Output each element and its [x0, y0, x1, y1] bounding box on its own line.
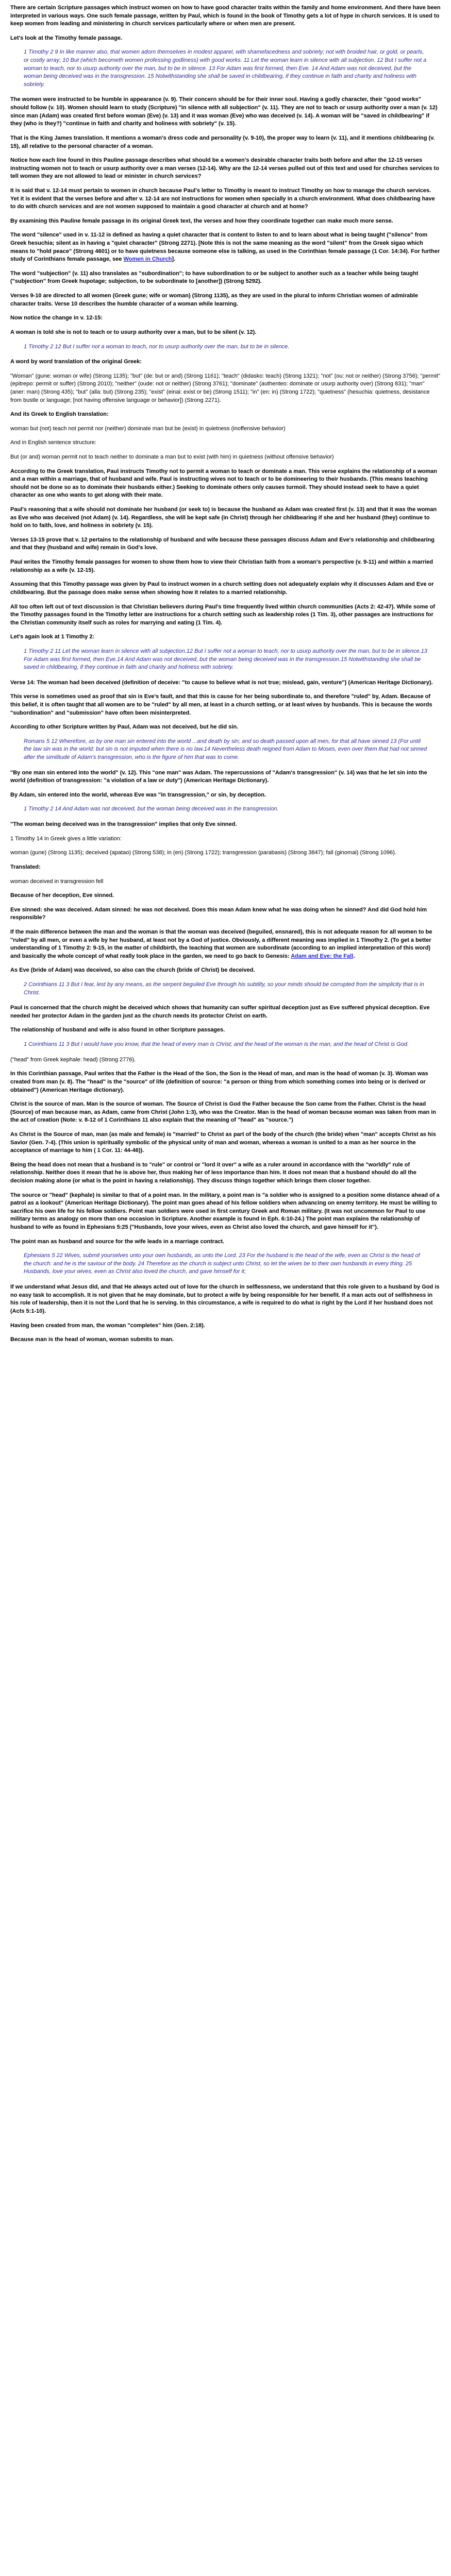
article-paragraph: And its Greek to English translation:: [10, 411, 109, 418]
article-paragraph: As Christ is the Source of man, man (as male and female) is "married" to Christ as part of the body of the church (the bride) when "man" accepts Christ as his Savior (Gen. 7-4). (This union is spiritually symbolic of the physical unity of man and woman, whereas a woman is united to a man as her source in the acceptance of marriage to him ( 1 Cor. 11: 44-46)).: [10, 1131, 436, 1154]
article-paragraph: Translated:: [10, 863, 41, 870]
scripture-reference: 1 Timothy 2: [24, 648, 54, 654]
article-link[interactable]: Women in Church: [123, 256, 172, 263]
scripture-quote: [24, 981, 427, 997]
article-paragraph: The word "subjection" (v. 11) also translates as "subordination"; to have subordination to or be subject to another such as a teacher while being taught ("subjection" from Greek hupotage; subjection, to be subordinate to [another]) (Strong 5292).: [10, 270, 419, 285]
article-paragraph: According to the Greek translation, Paul instructs Timothy not to permit a woman to teach or dominate a man. This verse explains the relationship of a woman and a man within a marriage, that of husband and wife. Paul is instructing wives not to teach or to be domineering to their husbands. (This means teaching should not be done so as to dominate their husbands either.) Seeking to dominate others only causes turmoil. They should instead seek to have a quiet character as one who wants to get along with their mate.: [10, 468, 438, 499]
scripture-quote: [24, 1041, 427, 1049]
article-paragraph: Verses 9-10 are directed to all women (Greek gune; wife or woman) (Strong 1135), as they are used in the plural to inform Christian women of admirable character traits. Verse 10 describes the humble character of a woman while learning.: [10, 293, 418, 307]
article-paragraph: Let's again look at 1 Timothy 2:: [10, 634, 95, 640]
article-paragraph: If we understand what Jesus did, and that He always acted out of love for the church in selflessness, we understand that this role given to a husband by God is no easy task to accomplish. It is not given that he may dominate, but to protect a wife by being responsible for her benefit. If a man acts out of selfishness in his role of leadership, then it is not the Lord that he is serving. In this circumstance, a wife is required to do what is right by the Lord if her husband does not (Acts 5:1-10).: [10, 1284, 440, 1314]
article-paragraph: 1 Timothy 14 in Greek gives a little variation:: [10, 835, 122, 842]
article-paragraph: Verses 13-15 prove that v. 12 pertains to the relationship of husband and wife because these passages discuss Adam and Eve's relationship and childbearing and that they (husband and wife) remain in God's love.: [10, 536, 435, 551]
article-paragraph: Assuming that this Timothy passage was given by Paul to instruct women in a church setting does not adequately explain why it discusses Adam and Eve or childbearing. But the passage does make sense when showing how it relates to a married relationship.: [10, 581, 434, 596]
scripture-text: 14 And Adam was not deceived, but the woman being deceived was in the transgression.: [53, 806, 279, 812]
article-paragraph: Having been created from man, the woman "completes" him (Gen. 2:18).: [10, 1322, 205, 1329]
scripture-text: 22 Wives, submit yourselves unto your own husbands, as unto the Lord. 23 For the husband is the head of the wife, even as Christ is the head of the church: and he is the saviour of the body. 24 Therefore as the church is subject unto Christ, so let the wives be to their own husbands in every thing. 25 Husbands, love your wives, even as Christ also loved the church, and gave himself for it;: [24, 1252, 420, 1275]
article-paragraph: The women were instructed to be humble in appearance (v. 9). Their concern should be for their inner soul. Having a godly character, their "good works" should follow (v. 10). Women should learn to study (Scripture) "in silence with all subjection" (v. 11). They are not to teach or usurp authority over a man (v. 12) since man (Adam) was created first before woman (Eve) (v. 13) and it was woman (Eve) who was deceived (v. 14). A woman will be "saved in childbearing" if they (who is they?) "continue in faith and charity and holiness with sobriety" (v. 15).: [10, 96, 438, 127]
article-paragraph: As Eve (bride of Adam) was deceived, so also can the church (bride of Christ) be deceived.: [10, 967, 255, 974]
article-paragraph: By examining this Pauline female passage in its original Greek text, the verses and how they coordinate together can make much more sense.: [10, 217, 393, 224]
article-paragraph: Christ is the source of man. Man is the source of woman. The Source of Christ is God the Father because the Son came from the Father. Christ is the head (Source) of man because man, as Adam, came from Christ (John 1:3), who was the Creator. Man is the head of woman because woman was taken from man in the act of creation (Note: v. 8-12 of 1 Corinthians 11 also explain that the meaning of "head" as "source."): [10, 1101, 437, 1124]
article-paragraph: Verse 14: The woman had been deceived (definition of deceive: "to cause to believe what is not true; mislead, gain, venture") (American Heritage Dictionary).: [10, 679, 433, 686]
article-paragraph: In this Corinthian passage, Paul writes that the Father is the Head of the Son, the Son is the Head of man, and man is the head of woman (v. 3). Woman was created from man (v. 8). The "head" is the "source" of life (definition of source: "a person or thing from which something comes into being or is derived or obtained") (American Heritage dictionary).: [10, 1071, 428, 1093]
article-paragraph: woman but (not) teach not permit nor (neither) dominate man but be (exist) in quietness (inoffensive behavior): [10, 425, 286, 432]
article-paragraph: A woman is told she is not to teach or to usurp authority over a man, but to be silent (v. 12).: [10, 329, 257, 335]
article-paragraph: But (or and) woman permit not to teach neither to dominate a man but to exist (with him) in quietness (without offensive behavior): [10, 453, 334, 460]
article-paragraph: It is said that v. 12-14 must pertain to women in church because Paul's letter to Timothy is meant to instruct Timothy on how to manage the church services. Yet it is evident that the verses before and after v. 12-14 are not instructions for women when specially in a church environment. What does childbearing have to do with church services and are not women supposed to maintain a good character at church and at home?: [10, 187, 435, 210]
article-paragraph: ("head" from Greek kephale: head) (Strong 2776).: [10, 1056, 136, 1063]
article-paragraph: A word by word translation of the original Greek:: [10, 359, 142, 365]
article-paragraph: Paul writes the Timothy female passages for women to show them how to view their Christian faith from a woman's perspective (v. 9-11) and within a married relationship as a wife (v. 12-15).: [10, 559, 433, 573]
article-paragraph: Being the head does not mean that a husband is to "rule" or control or "lord it over" a wife as a ruler around in accordance with the "worldly" rule of relationship. Neither does it mean that he is above her, thus making her of less importance than him. It does not mean that a husband should do all the decision making alone (or what is the point in having a relationship). They discuss things together which brings them closer together.: [10, 1161, 416, 1184]
scripture-reference: 1 Timothy 2: [24, 806, 54, 812]
article-paragraph: If the main difference between the man and the woman is that the woman was deceived (beguiled, ensnared), this is not adequate reason for all women to be "ruled" by all men, or even a wife by her husband, at least not by a God of justice. Obviously, a different meaning was implied in 1 Timothy 2. (To get a better understanding of 1 Timothy 2: 9-15, in the matter of childbirth, the teaching that women are subordinate (according to an implied interpretation of this word) and basically the whole concept of what really took place in the garden, we need to go back to Genesis: Adam and Eve: the Fall.: [10, 928, 432, 959]
scripture-text: 11 Let the woman learn in silence with all subjection.12 But I suffer not a woman to teach, nor to usurp authority over the man, but to be in silence.13 For Adam was first formed, then Eve.14 And Adam was not deceived, but the woman being deceived was in the transgression.15 Notwithstanding she shall be saved in childbearing, if they continue in faith and charity and holiness with sobriety.: [24, 648, 427, 671]
article-paragraph: And in English sentence structure:: [10, 439, 96, 446]
article-paragraph: That is the King James translation. It mentions a woman's dress code and personality (v. 9-10), the proper way to learn (v. 11), and it mentions childbearing (v. 15), all relative to the personal character of a woman.: [10, 134, 435, 149]
scripture-reference: Romans 5: [24, 738, 50, 744]
article-paragraph: Let's look at the Timothy female passage.: [10, 35, 122, 41]
article-paragraph: By Adam, sin entered into the world, whereas Eve was "in transgression," or sin, by deception.: [10, 791, 266, 798]
article-paragraph: Because of her deception, Eve sinned.: [10, 892, 114, 899]
article-paragraph: Eve sinned: she was deceived. Adam sinned: he was not deceived. Does this mean Adam knew what he was doing when he sinned? And did God hold him responsible?: [10, 906, 427, 921]
article-paragraph: woman deceived in transgression fell: [10, 878, 104, 885]
article-paragraph: woman (gune) (Strong 1135); deceived (apatao) (Strong 538); in (en) (Strong 1722); transgression (parabasis) (Strong 3847); fall (ginomai) (Strong 1096).: [10, 850, 396, 856]
article-paragraph: According to other Scripture written by Paul, Adam was not deceived, but he did sin.: [10, 724, 239, 731]
scripture-reference: Ephesians 5: [24, 1252, 55, 1259]
article-paragraph: Because man is the head of woman, woman submits to man.: [10, 1336, 174, 1343]
scripture-reference: 1 Corinthians 11: [24, 1041, 65, 1048]
scripture-quote: [24, 1252, 427, 1276]
article-paragraph: Paul is concerned that the church might be deceived which shows that humanity can suffer spiritual deception just as Eve suffered physical deception. Eve needed her protector Adam in the garden just as the church needs its protector Christ on earth.: [10, 1005, 430, 1019]
article-paragraph: There are certain Scripture passages which instruct women on how to have good character traits within the family and home environment. And there have been interpreted in various ways. One such female passage, written by Paul, which is found in the book of Timothy gets a lot of hype in church services. It is used to keep women from leading and ministering in church services particularly where or when men are present.: [10, 5, 441, 27]
article-paragraph: "The woman being deceived was in the transgression" implies that only Eve sinned.: [10, 821, 237, 828]
article-paragraph: All too often left out of text discussion is that Christian believers during Paul's time frequently lived within church communities (Acts 2: 42-47). While some of the Timothy passages found in the Timothy letter are instructions for a church setting such as leadership roles (1 Tim. 3), other passages are instructions for the Christian community itself such as roles for marrying and eating (1 Tim. 4).: [10, 603, 436, 626]
scripture-text: 12 But I suffer not a woman to teach, nor to usurp authority over the man, but to be in silence.: [53, 343, 290, 350]
scripture-reference: 1 Timothy 2: [24, 49, 54, 56]
scripture-reference: 1 Timothy 2: [24, 343, 54, 350]
scripture-text: 3 But I would have you know, that the head of every man is Christ; and the head of the woman is the man; and the head of Christ is God.: [64, 1041, 409, 1048]
article-paragraph: The source or "head" (kephale) is similar to that of a point man. In the military, a point man is "a soldier who is assigned to a position some distance ahead of a patrol as a lookout" (American Heritage Dictionary). The point man goes ahead of his fellow soldiers when advancing on enemy territory. He must be willing to sacrifice his own life for his fellow soldiers. Point man soldiers were used in first century Greek and Roman military. (It was not uncommon for Paul to use military terms as analogy on more than one occasion in Scripture. Another example is found in Eph. 6:10-24.) The point man explains the relationship of husband to wife as found in Ephesians 5:25 ("Husbands, love your wives, even as Christ also loved the church, and gave himself for it").: [10, 1192, 440, 1231]
article-paragraph: "Woman" (gune: woman or wife) (Strong 1135); "but" (de: but or and) (Strong 1161); "teach" (didasko: teach) (Strong 1321); "not" (ou: not or neither) (Strong 3756); "permit" (epitrepo: permit or suffer) (Strong 2010); "neither" (oude: not or neither) (Strong 3761); "dominate" (authenteo: dominate or usurp authority over) (Strong 831); "man" (aner: man) (Strong 435); "but" (alla: but) (Strong 235); "exist" (einai: exist or be) (Strong 1511); "in" (en: in) (Strong 1722); "quietness" (hesuchia: quietness, desistance from bustle or language; [not having offensive language or behavior]) (Strong 2271).: [10, 372, 440, 403]
scripture-quote: [24, 805, 427, 814]
article-paragraph: The point man as husband and source for the wife leads in a marriage contract.: [10, 1238, 225, 1245]
scripture-quote: [24, 48, 427, 89]
article-paragraph: This verse is sometimes used as proof that sin is Eve's fault, and that this is cause for her being subordinate to, and therefore "ruled" by, Adam. Because of this belief, it is often taught that all women are to be "ruled" by all men, at least in a church setting, or at least wives by husbands. This is because the words "subordination" and "submission" have often been misinterpreted.: [10, 693, 432, 716]
article-link[interactable]: Adam and Eve: the Fall: [291, 953, 354, 959]
article-paragraph: "By one man sin entered into the world" (v. 12). This "one man" was Adam. The repercussions of "Adam's transgression" (v. 14) was that he let sin into the world (definition of transgression: "a violation of a law or duty") (American Heritage Dictionary).: [10, 769, 427, 784]
article-paragraph: Paul's reasoning that a wife should not dominate her husband (or seek to) is because the husband as Adam was created first (v. 13) and that it was the woman as Eve who was deceived (not Adam) (v. 14). Regardless, she will be kept safe (in Christ) through her childbearing if she and her husband (they) continue to hold on to faith, love, and holiness in sobriety (v. 15).: [10, 506, 437, 529]
article-paragraph: The word "silence" used in v. 11-12 is defined as having a quiet character that is content to listen to and to learn about what is being taught ("silence" from Greek hesuchia; silent as in having a "quiet character" (Strong 2271). [Note this is not the same meaning as the word "silent" from the Greek sigao which means to "hold peace" (Strong 4601) or to have quietness because someone else is talking, as used in the Corinthian female passage (1 Cor. 14:34). For further study of Corinthians female passage, see Women in Church].: [10, 232, 440, 263]
scripture-reference: 2 Corinthians 11: [24, 981, 65, 988]
article-paragraph: Now notice the change in v. 12-15:: [10, 315, 103, 321]
scripture-text: 12 Wherefore, as by one man sin entered into the world ...and death by sin; and so death passed upon all men, for that all have sinned 13 (For until the law sin was in the world: but sin is not imputed when there is no law.14 Nevertheless death reigned from Adam to Moses, even over them that had not sinned after the similitude of Adam's transgression, who is the figure of him that was to come.: [24, 738, 427, 761]
scripture-quote: [24, 343, 427, 351]
article-paragraph: The relationship of husband and wife is also found in other Scripture passages.: [10, 1027, 225, 1033]
article-paragraph: Notice how each line found in this Pauline passage describes what should be a women's desirable character traits both before and after the 12-15 verses instructing women not to teach or usurp authority over a man verses (12-14). Why are the 12-14 verses pulled out of this text and used for churches services to tell women they are not allowed to lead or minister in church services?: [10, 157, 439, 180]
scripture-quote: [24, 648, 427, 672]
scripture-text: 3 But I fear, lest by any means, as the serpent beguiled Eve through his subtilty, so your minds should be corrupted from the simplicity that is in Christ.: [24, 981, 424, 996]
scripture-quote: [24, 738, 427, 762]
scripture-text: 9 In like manner also, that women adorn themselves in modest apparel, with shamefacedness and sobriety; not with broided hair, or gold, or pearls, or costly array; 10 But (which becometh women professing godliness) with good works. 11 Let the woman learn in silence with all subjection. 12 But I suffer not a woman to teach, nor to usurp authority over the man, but to be in silence. 13 For Adam was first formed, then Eve. 14 And Adam was not deceived, but the woman being deceived was in the transgression. 15 Notwithstanding she shall be saved in childbearing, if they continue in faith and charity and holiness with sobriety.: [24, 49, 427, 88]
